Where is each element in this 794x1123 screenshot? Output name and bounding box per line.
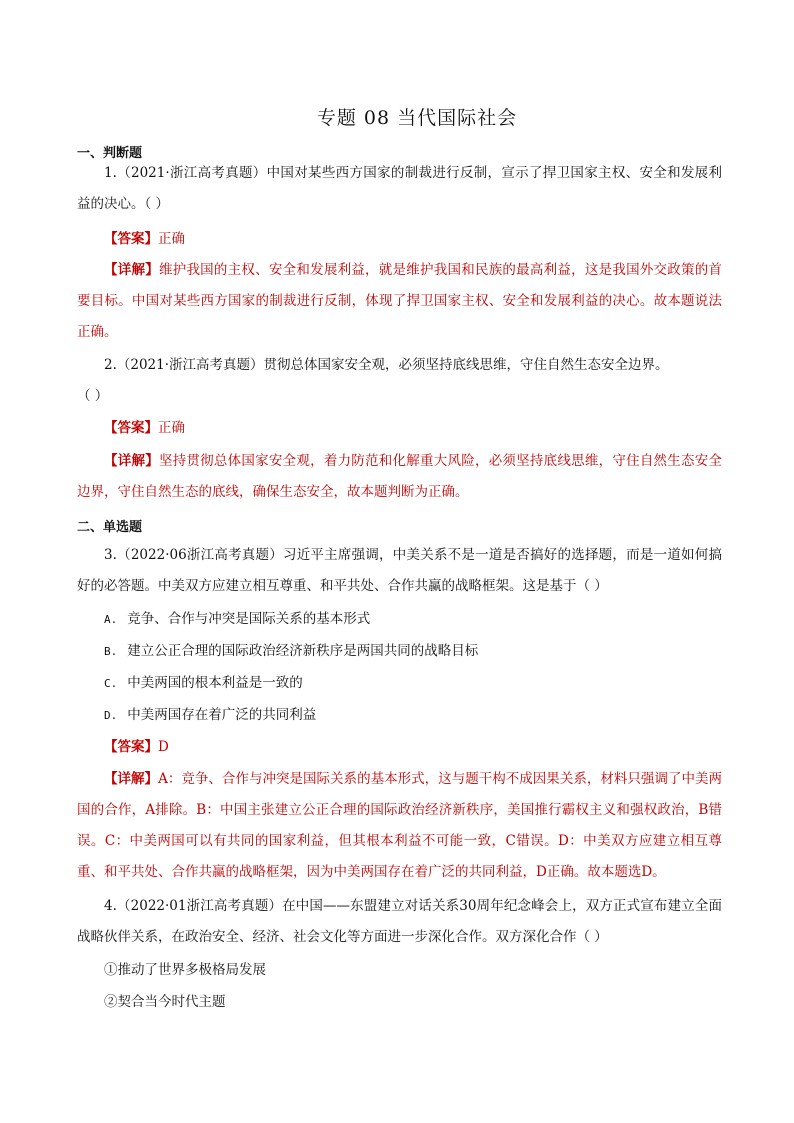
- section-heading-single-choice: 二、单选题: [77, 520, 143, 535]
- option-text: 竞争、合作与冲突是国际关系的基本形式: [127, 611, 371, 627]
- section-heading-judgement: 一、判断题: [77, 146, 143, 161]
- option-key: C.: [104, 677, 118, 690]
- answer-label: 【答案】: [104, 231, 158, 247]
- option-key: D.: [104, 709, 118, 722]
- detail-text: 坚持贯彻总体国家安全观，着力防范和化解重大风险，必须坚持底线思维，守住自然生态安全边界，守住自然生态的底线，确保生态安全，故本题判断为正确。: [77, 453, 723, 500]
- question-1-answer: [77, 224, 722, 255]
- question-4-item-1: ①推动了世界多极格局发展: [104, 962, 266, 978]
- question-3-answer: [77, 732, 722, 763]
- question-3-option-b: [104, 636, 478, 667]
- question-2-detail: [77, 446, 722, 508]
- question-3-stem: 3.（2022·06浙江高考真题）习近平主席强调，中美关系不是一道是否搞好的选择题，而是一道如何搞好的必答题。中美双方应建立相互尊重、和平共处、合作共赢的战略框架。这是基于（ ）: [77, 547, 722, 594]
- page-title: 专题 08 当代国际社会: [316, 107, 518, 129]
- question-2-answer: [77, 413, 722, 444]
- answer-value: 正确: [158, 420, 185, 436]
- answer-label: 【答案】: [104, 739, 158, 755]
- option-key: A.: [104, 613, 118, 626]
- detail-label: 【详解】: [104, 771, 159, 787]
- detail-text: A：竞争、合作与冲突是国际关系的基本形式，这与题干构不成因果关系，材料只强调了中美两国的合作，A排除。B：中国主张建立公正合理的国际政治经济新秩序，美国推行霸权主义和强权政治，B错误。C：中美两国可以有共同的国家利益，但其根本利益不可能一致，C错误。D：中美双方应建立相互尊重、和平共处、合作共赢的战略框架，因为中美两国存在着广泛的共同利益，D正确。故本题选D。: [77, 771, 723, 880]
- question-2-stem: 2.（2021·浙江高考真题）贯彻总体国家安全观，必须坚持底线思维，守住自然生态安全边界。: [104, 357, 669, 373]
- question-3-option-a: [104, 604, 370, 635]
- option-text: 建立公正合理的国际政治经济新秩序是两国共同的战略目标: [127, 643, 479, 659]
- question-1-stem: 1.（2021·浙江高考真题）中国对某些西方国家的制裁进行反制，宣示了捍卫国家主权、安全和发展利益的决心。（ ）: [77, 165, 722, 212]
- answer-value: D: [158, 739, 169, 755]
- question-3-option-d: [104, 700, 316, 731]
- question-4-stem: 4.（2022·01浙江高考真题）在中国——东盟建立对话关系30周年纪念峰会上，双方正式宣布建立全面战略伙伴关系，在政治安全、经济、社会文化等方面进一步深化合作。双方深化合作（ ）: [77, 898, 722, 945]
- detail-label: 【详解】: [104, 453, 159, 469]
- question-3-option-c: [104, 668, 303, 699]
- option-text: 中美两国存在着广泛的共同利益: [127, 707, 317, 723]
- question-2-stem-bracket: （ ）: [77, 388, 109, 404]
- detail-text: 维护我国的主权、安全和发展利益，就是维护我国和民族的最高利益，这是我国外交政策的首要目标。中国对某些西方国家的制裁进行反制，体现了捍卫国家主权、安全和发展利益的决心。故本题说法正确。: [77, 262, 723, 340]
- question-4-item-2: ②契合当今时代主题: [104, 994, 226, 1010]
- answer-value: 正确: [158, 231, 185, 247]
- detail-label: 【详解】: [104, 262, 159, 278]
- option-text: 中美两国的根本利益是一致的: [127, 675, 303, 691]
- option-key: B.: [104, 645, 118, 658]
- answer-label: 【答案】: [104, 420, 158, 436]
- question-3-detail: [77, 764, 722, 888]
- question-1-detail: [77, 255, 722, 348]
